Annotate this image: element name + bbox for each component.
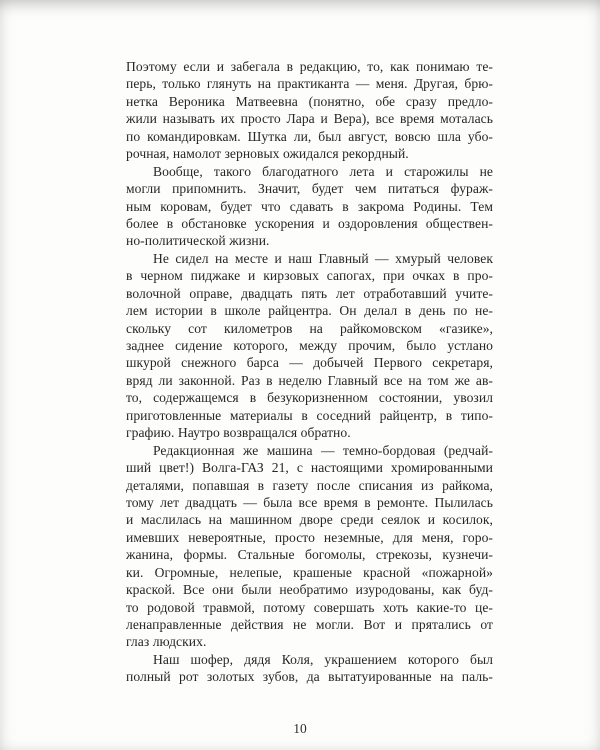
text-line: жили называть их просто Лара и Вера), все время моталась — [126, 111, 493, 127]
text-line: и маслилась на машинном дворе среди сеялок и косилок, — [126, 512, 493, 528]
text-line: ки. Огромные, нелепые, крашеные красной «пожарной» — [126, 564, 493, 580]
text-line: то родовой травмой, потому совершать хоть какие-то це- — [126, 599, 493, 615]
text-line: могли припомнить. Значит, будет чем питаться фураж- — [126, 181, 493, 197]
paragraph — [126, 163, 493, 250]
text-line: в черном пиджаке и кирзовых сапогах, при очках в про- — [126, 268, 493, 284]
text-line: ным коровам, будет что сдавать в закрома Родины. Тем — [126, 198, 493, 214]
text-line: деталями, попавшая в газету после списания из райкома, — [126, 477, 493, 493]
page-number: 10 — [293, 721, 307, 736]
text-line: Поэтому если и забегала в редакцию, то, как понимаю те- — [126, 59, 493, 74]
paragraph — [126, 58, 493, 163]
text-line: то, содержащемся в безукоризненном состоянии, увозил — [126, 390, 493, 406]
text-line: Редакционная же машина — темно-бордовая (редчай- — [153, 442, 493, 458]
text-line: вряд ли законной. Раз в неделю Главный все на том же ав- — [126, 372, 493, 388]
text-line: по командировкам. Шутка ли, был август, вовсю шла убо- — [126, 128, 493, 144]
text-line: графию. Наутро возвращался обратно. — [126, 425, 351, 441]
text-line: тому лет двадцать — была все время в ремонте. Пылилась — [126, 494, 493, 510]
text-line: ленаправленные действия не могли. Вот и прятались от — [126, 617, 493, 632]
text-line: Наш шофер, дядя Коля, украшением которого был — [153, 651, 493, 667]
paragraph — [126, 250, 493, 442]
text-line: более в обстановке ускорения и оздоровления обществен- — [126, 215, 493, 231]
text-line: лем истории в школе райцентра. Он делал в день по не- — [126, 303, 493, 319]
text-line: шкурой снежного барса — добычей Первого секретаря, — [126, 355, 493, 371]
text-line: приготовленные материалы в соседний райцентр, в типо- — [126, 407, 493, 423]
text-line: жанина, формы. Стальные богомолы, стрекозы, кузнечи- — [126, 547, 493, 563]
text-line: рочная, намолот зерновых ожидался рекордный. — [126, 146, 409, 162]
text-line: волочной оправе, двадцать пять лет отработавший учите- — [126, 285, 493, 301]
paragraph — [126, 651, 493, 686]
text-line: имевших невероятные, просто неземные, для меня, горо- — [126, 529, 493, 545]
paragraph — [126, 442, 493, 651]
text-line: глаз людских. — [126, 634, 207, 650]
text-line: заднее сидение которого, между прочим, было устлано — [126, 338, 493, 353]
text-line: полный рот золотых зубов, да вытатуированные на паль- — [126, 669, 493, 685]
text-line: перь, только глянуть на практиканта — меня. Другая, брю- — [126, 76, 493, 92]
text-line: Вообще, такого благодатного лета и старожилы не — [153, 163, 493, 179]
text-line: краской. Все они были необратимо изуродованы, как буд- — [126, 582, 493, 598]
text-line: Не сидел на месте и наш Главный — хмурый человек — [153, 250, 493, 266]
text-line: но-политической жизни. — [126, 233, 270, 249]
text-block — [126, 58, 493, 686]
text-line: скольку сот километров на райкомовском «газике», — [126, 320, 493, 336]
text-line: ший цвет!) Волга-ГАЗ 21, с настоящими хромированными — [126, 460, 493, 476]
text-line: нетка Вероника Матвеевна (понятно, обе сразу предло- — [126, 93, 493, 109]
